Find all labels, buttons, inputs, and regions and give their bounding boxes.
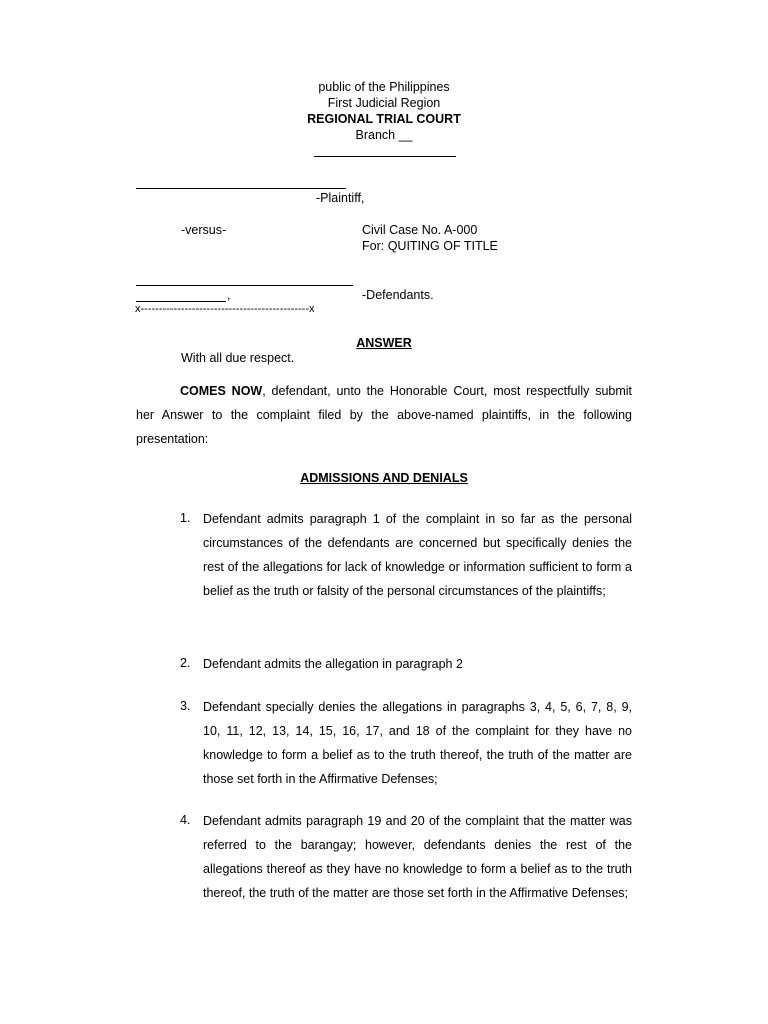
- salutation: With all due respect.: [181, 351, 295, 365]
- caption-separator: x----------------------------------------------x: [135, 303, 315, 315]
- list-item-number: 3.: [180, 699, 191, 713]
- plaintiff-label: -Plaintiff,: [316, 191, 365, 205]
- case-number: Civil Case No. A-000: [362, 223, 478, 237]
- case-nature: For: QUITING OF TITLE: [362, 239, 498, 253]
- document-title: ANSWER: [356, 336, 412, 350]
- list-item-text: Defendant specially denies the allegations in paragraphs 3, 4, 5, 6, 7, 8, 9, 10, 11, 12, 13, 14, 15, 16, 17, and 18 of the complaint for they have no knowledge to form a belief as to the truth thereof, the truth of the matter are those set forth in the Affirmative Defenses;: [203, 700, 632, 786]
- defendant-comma: ,: [227, 288, 231, 302]
- list-item-text: Defendant admits paragraph 19 and 20 of the complaint that the matter was referred to the barangay; however, defendants denies the rest of the allegations thereof as they have no knowledge to form a belief as to the truth thereof, the truth of the matter are those set forth in the Affirmative Defenses;: [203, 814, 632, 900]
- list-item-text: Defendant admits paragraph 1 of the complaint in so far as the personal circumstances of the defendants are concerned but specifically denies the rest of the allegations for lack of knowledge or information sufficient to form a belief as the truth or falsity of the personal circumstances of the plaintiffs;: [203, 512, 632, 598]
- defendant-name-line-2: [136, 301, 226, 302]
- list-item-text: Defendant admits the allegation in paragraph 2: [203, 657, 463, 671]
- defendants-label: -Defendants.: [362, 288, 434, 302]
- header-branch: Branch __: [355, 128, 413, 142]
- header-signature-line: [314, 156, 456, 157]
- list-item-number: 4.: [180, 813, 191, 827]
- section-title: ADMISSIONS AND DENIALS: [300, 471, 468, 485]
- plaintiff-name-line: [136, 188, 346, 189]
- header-region: First Judicial Region: [327, 96, 441, 110]
- versus-label: -versus-: [181, 223, 227, 237]
- list-item-number: 1.: [180, 511, 191, 525]
- intro-text: , defendant, unto the Honorable Court, most respectfully submit her Answer to the complaint filed by the above-named plaintiffs, in the following presentation:: [136, 384, 633, 446]
- defendant-name-line-1: [136, 285, 353, 286]
- intro-paragraph: [136, 379, 632, 451]
- list-item-number: 2.: [180, 656, 191, 670]
- intro-lead: COMES NOW: [180, 384, 263, 398]
- header-court: REGIONAL TRIAL COURT: [307, 112, 461, 126]
- header-country: public of the Philippines: [318, 80, 450, 94]
